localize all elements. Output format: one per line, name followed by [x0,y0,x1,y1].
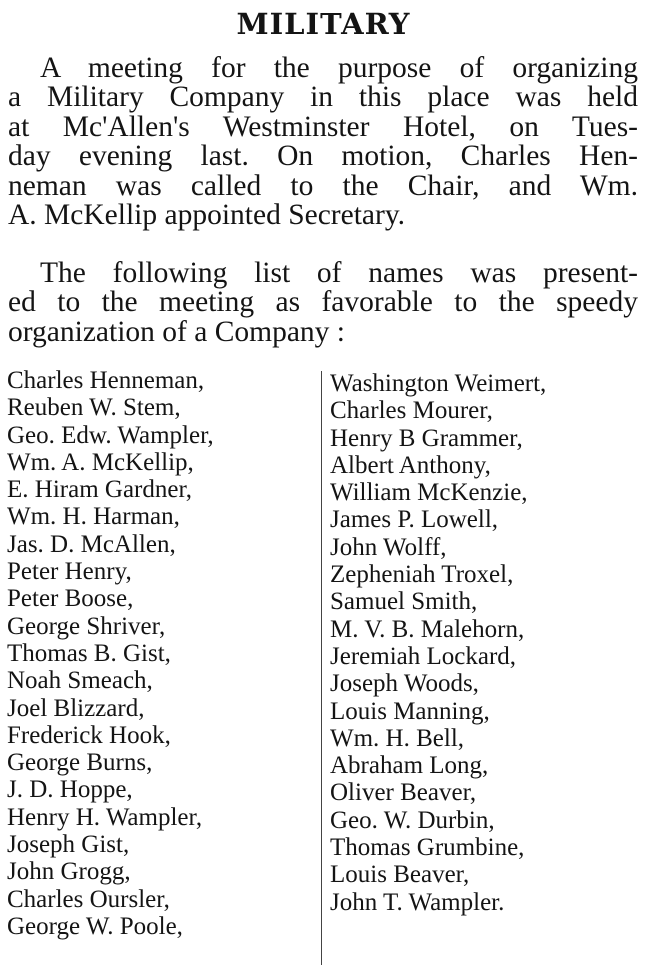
name-entry: E. Hiram Gardner, [7,476,193,504]
name-entry: Jeremiah Lockard, [330,642,517,670]
name-entry: Abraham Long, [330,752,489,780]
name-entry: Geo. Edw. Wampler, [7,421,214,449]
name-entry: Charles Mourer, [330,397,493,425]
column-divider [321,371,322,965]
name-entry: Louis Beaver, [330,861,470,889]
name-entry: Wm. H. Bell, [330,724,465,752]
name-entry: Geo. W. Durbin, [330,806,495,834]
paragraph-line: The following list of names was present- [40,257,638,289]
name-entry: M. V. B. Malehorn, [330,615,525,643]
name-entry: Washington Weimert, [330,370,547,397]
name-entry: J. D. Hoppe, [7,776,133,804]
name-entry: Jas. D. McAllen, [7,530,176,558]
name-entry: Wm. A. McKellip, [7,448,194,476]
name-entry: Albert Anthony, [330,451,491,479]
name-entry: Samuel Smith, [330,588,478,616]
name-entry: Charles Oursler, [7,885,170,913]
names-column-left [7,367,214,940]
name-entry: William McKenzie, [330,479,528,507]
article-headline: MILITARY [236,7,411,41]
name-entry: Joel Blizzard, [7,694,145,722]
name-entry: George Burns, [7,749,153,777]
paragraph-line: neman was called to the Chair, and Wm. [8,169,638,202]
paragraph-line: at Mc'Allen's Westminster Hotel, on Tues- [8,110,638,143]
name-entry: Joseph Woods, [330,670,479,698]
paragraph-line: A. McKellip appointed Secretary. [8,199,406,232]
name-entry: Peter Boose, [7,585,134,613]
name-entry: George Shriver, [7,612,166,640]
name-entry: George W. Poole, [7,912,183,940]
name-entry: Zepheniah Troxel, [330,561,514,589]
paragraph-line: A meeting for the purpose of organizing [40,52,638,84]
name-entry: Peter Henry, [7,558,132,586]
name-entry: Oliver Beaver, [330,779,477,807]
name-entry: Thomas B. Gist, [7,639,171,667]
names-column-right [330,370,546,916]
name-entry: John Wolff, [330,533,447,561]
name-entry: Louis Manning, [330,697,490,725]
name-entry: Henry H. Wampler, [7,803,203,831]
paragraph-line: day evening last. On motion, Charles Hen- [8,140,638,173]
paragraph-line: ed to the meeting as favorable to the speedy [8,286,638,319]
name-entry: Reuben W. Stem, [7,394,181,422]
paragraph-line: a Military Company in this place was held [8,81,638,114]
name-entry: John Grogg, [7,858,131,886]
name-entry: Noah Smeach, [7,667,153,695]
article-paragraph-list-intro [8,259,638,347]
name-entry: John T. Wampler. [330,888,505,916]
paragraph-line: organization of a Company : [8,315,345,348]
name-entry: James P. Lowell, [330,506,499,534]
names-list [0,367,647,972]
name-entry: Frederick Hook, [7,721,171,749]
name-entry: Henry B Grammer, [330,424,523,452]
name-entry: Joseph Gist, [7,831,130,859]
name-entry: Wm. H. Harman, [7,503,180,531]
name-entry: Charles Henneman, [7,367,205,394]
article-paragraph-meeting [8,54,638,230]
name-entry: Thomas Grumbine, [330,834,525,862]
